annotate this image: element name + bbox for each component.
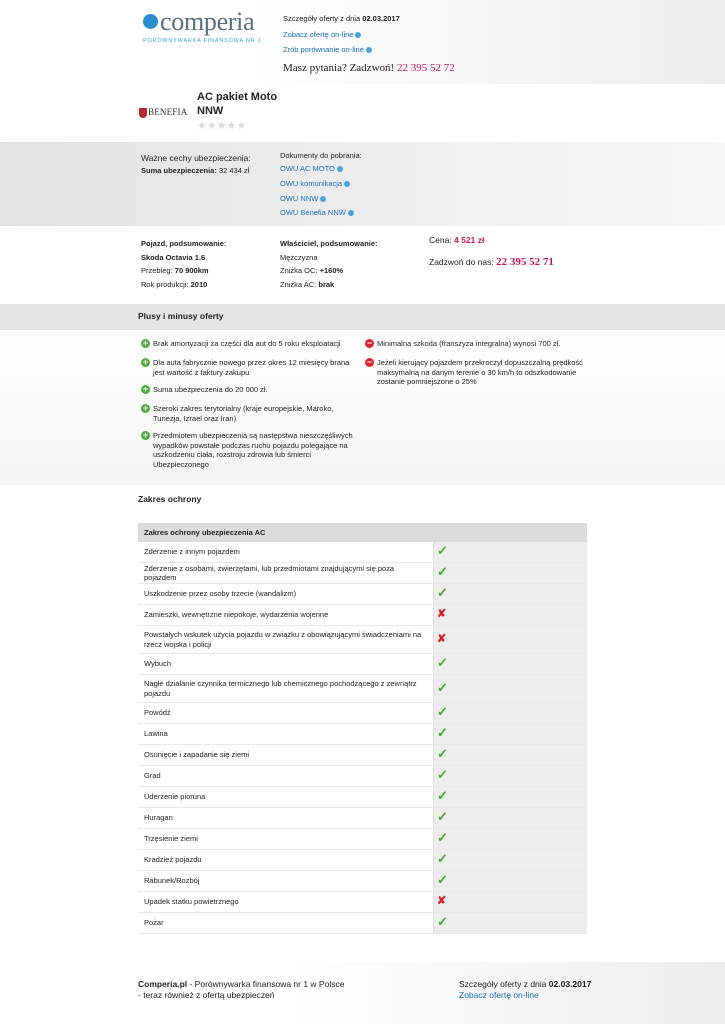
footer-line1-rest: - Porównywarka finansowa nr 1 w Polsce <box>187 979 345 989</box>
pro-text: Dla auta fabrycznie nowego przez okres 12 miesięcy brana jest wartość z faktury zakupu <box>153 358 350 377</box>
info-icon <box>337 166 343 172</box>
coverage-status <box>434 605 588 626</box>
coverage-row <box>138 850 587 871</box>
coverage-label: Grad <box>138 766 434 787</box>
coverage-row <box>138 542 587 563</box>
coverage-status <box>434 787 588 808</box>
coverage-row <box>138 766 587 787</box>
coverage-status <box>434 542 588 563</box>
coverage-status <box>434 829 588 850</box>
pro-item <box>141 358 363 377</box>
oc-label: Zniżka OC: <box>280 266 318 275</box>
check-icon: ✓ <box>437 767 448 783</box>
cross-icon: ✘ <box>437 895 447 908</box>
coverage-label: Kradzież pojazdu <box>138 850 434 871</box>
coverage-label: Lawina <box>138 724 434 745</box>
info-icon <box>355 32 361 38</box>
coverage-label: Wybuch <box>138 654 434 675</box>
coverage-row <box>138 829 587 850</box>
coverage-status <box>434 808 588 829</box>
coverage-row <box>138 787 587 808</box>
con-text: Minimalna szkoda (franszyza integralna) wynosi 700 zł. <box>377 339 561 348</box>
coverage-table-body <box>138 542 587 934</box>
pro-item <box>141 404 363 423</box>
pro-item <box>141 385 363 395</box>
check-icon: ✓ <box>437 746 448 762</box>
doc-link-row[interactable] <box>280 164 343 173</box>
coverage-row <box>138 724 587 745</box>
coverage-label: Powódź <box>138 703 434 724</box>
coverage-label: Zderzenie z osobami, zwierzętami, lub przedmiotami znajdującymi się poza pojazdem <box>138 563 434 584</box>
year-label: Rok produkcji: <box>141 279 189 289</box>
check-icon: ✓ <box>437 830 448 846</box>
pro-item <box>141 339 363 349</box>
check-icon: ✓ <box>437 914 448 930</box>
price-line <box>429 235 484 245</box>
year-value: 2010 <box>190 279 208 289</box>
info-icon <box>320 196 326 202</box>
docs-title: Dokumenty do pobrania: <box>280 151 362 160</box>
footer-brand: Comperia.pl <box>138 979 188 989</box>
plus-icon: + <box>142 430 149 440</box>
info-icon <box>348 210 354 216</box>
mileage-line <box>141 264 226 278</box>
doc-link-nnw[interactable]: OWU NNW <box>280 194 319 203</box>
logo-tagline: PORÓWNYWARKA FINANSOWA NR 1 <box>143 38 262 44</box>
coverage-row <box>138 871 587 892</box>
mileage-label: Przebieg: <box>141 266 173 275</box>
coverage-label: Huragan <box>138 808 434 829</box>
ac-value: brak <box>318 279 335 289</box>
plus-icon: + <box>142 338 149 348</box>
plus-icon: + <box>142 403 149 413</box>
offer-date-prefix: Szczegóły oferty z dnia <box>283 14 361 23</box>
pros-cons-header-bar <box>0 304 725 330</box>
cross-icon: ✘ <box>437 632 447 645</box>
doc-link-row[interactable] <box>280 179 350 188</box>
con-item <box>365 358 595 387</box>
coverage-row <box>138 584 587 605</box>
coverage-label: Trzęsienie ziemi <box>138 829 434 850</box>
doc-link-ac-moto[interactable]: OWU AC MOTO <box>280 164 335 173</box>
year-line <box>141 278 226 292</box>
price-label: Cena: <box>429 235 452 245</box>
call-phone: 22 395 52 71 <box>496 256 554 268</box>
coverage-label: Rabunek/Rozbój <box>138 871 434 892</box>
logo-text: comperia <box>160 7 255 36</box>
minus-icon: − <box>366 357 373 367</box>
con-text: Jeżeli kierujący pojazdem przekroczył dopuszczalną prędkość maksymalną na danym terenie o 30 km/h to odszkodowanie zostanie pomniejszone o 25% <box>377 358 583 386</box>
check-icon: ✓ <box>437 543 448 559</box>
coverage-row <box>138 913 587 934</box>
owner-summary <box>280 237 378 291</box>
info-icon <box>366 47 372 53</box>
offer-date: 02.03.2017 <box>362 14 400 23</box>
coverage-label: Uszkodzenie przez osoby trzecie (wandalizm) <box>138 584 434 605</box>
cross-icon: ✘ <box>437 608 447 621</box>
see-online-row[interactable] <box>283 30 361 39</box>
coverage-label: Osunięcie i zapadanie się ziemi <box>138 745 434 766</box>
footer-right <box>459 979 591 1001</box>
pro-text: Szeroki zakres terytorialny (kraje europejskie, Maroko, Tunezja, Izrael oraz Iran) <box>153 404 334 423</box>
call-label: Zadzwoń do nas: <box>429 257 494 267</box>
coverage-title: Zakres ochrony <box>138 494 202 504</box>
check-icon: ✓ <box>437 655 448 671</box>
doc-link-komunikacja[interactable]: OWU komunikacja <box>280 179 343 188</box>
coverage-status <box>434 766 588 787</box>
check-icon: ✓ <box>437 788 448 804</box>
see-online-link[interactable]: Zobacz ofertę on-line <box>283 30 354 39</box>
coverage-label: Pożar <box>138 913 434 934</box>
plus-icon: + <box>142 384 149 394</box>
footer-date: 02.03.2017 <box>548 979 592 989</box>
sum-value: 32 434 zł <box>218 166 250 175</box>
vehicle-summary <box>141 237 226 291</box>
coverage-row <box>138 563 587 584</box>
coverage-status <box>434 626 588 654</box>
price-value: 4 521 zł <box>454 235 485 245</box>
header-phone: 22 395 52 72 <box>396 62 455 74</box>
product-title-line2: NNW <box>197 105 224 117</box>
features-section <box>0 142 725 226</box>
check-icon: ✓ <box>437 585 448 601</box>
insurer-name: BENEFIA <box>148 107 188 117</box>
vehicle-model: Skoda Octavia 1.6 <box>141 252 206 262</box>
coverage-label: Nagłe działanie czynnika termicznego lub chemicznego pochodzącego z zewnątrz pojazdu <box>138 675 434 703</box>
coverage-label: Uderzenie pioruna <box>138 787 434 808</box>
minus-icon: − <box>366 338 373 348</box>
coverage-status <box>434 584 588 605</box>
call-line <box>429 256 554 268</box>
call-us-line <box>283 62 455 74</box>
coverage-row <box>138 808 587 829</box>
coverage-row <box>138 703 587 724</box>
question-text: Masz pytania? Zadzwoń! <box>283 62 395 74</box>
check-icon: ✓ <box>437 809 448 825</box>
coverage-label: Zamieszki, wewnętrzne niepokoje, wydarzenia wojenne <box>138 605 434 626</box>
plus-icon: + <box>142 357 149 367</box>
coverage-status <box>434 724 588 745</box>
owner-title: Właściciel, podsumowanie: <box>280 239 378 248</box>
coverage-row <box>138 654 587 675</box>
coverage-row <box>138 892 587 913</box>
pros-cons-title: Plusy i minusy oferty <box>138 311 224 321</box>
offer-date-line <box>283 14 400 23</box>
coverage-row <box>138 675 587 703</box>
coverage-row <box>138 745 587 766</box>
footer-line2: - teraz również z ofertą ubezpieczeń <box>138 990 275 1000</box>
coverage-label: Powstałych wskutek użycia pojazdu w związku z obowiązującymi świadczeniami na rzecz wojska i policji <box>138 626 434 654</box>
doc-link-benefia-nnw[interactable]: OWU Benefia NNW <box>280 208 346 217</box>
con-item <box>365 339 595 349</box>
oc-line <box>280 264 378 278</box>
check-icon: ✓ <box>437 704 448 720</box>
pro-text: Suma ubezpieczenia do 20 000 zł. <box>153 385 268 394</box>
coverage-label: Zderzenie z innym pojazdem <box>138 542 434 563</box>
doc-link-row[interactable] <box>280 208 354 217</box>
mileage-value: 70 900km <box>174 266 209 275</box>
doc-link-row[interactable] <box>280 194 326 203</box>
compare-online-row[interactable] <box>283 45 372 54</box>
pro-item <box>141 431 363 469</box>
check-icon: ✓ <box>437 679 448 695</box>
footer-date-prefix: Szczegóły oferty z dnia <box>459 979 547 989</box>
check-icon: ✓ <box>437 564 448 580</box>
footer-see-online-link[interactable]: Zobacz ofertę on-line <box>459 990 539 1000</box>
sum-label: Suma ubezpieczenia: <box>141 166 217 175</box>
comperia-logo-icon <box>143 14 158 29</box>
coverage-status <box>434 745 588 766</box>
product-title <box>197 90 277 118</box>
features-title: Ważne cechy ubezpieczenia: <box>141 153 251 163</box>
product-title-line1: AC pakiet Moto <box>197 91 278 103</box>
coverage-row <box>138 626 587 654</box>
pro-text: Brak amortyzacji za części dla aut do 5 roku eksploatacji <box>153 339 341 348</box>
vehicle-title: Pojazd, podsumowanie: <box>141 239 227 248</box>
coverage-label: Upadek statku powietrznego <box>138 892 434 913</box>
coverage-table-header-cell: Zakres ochrony ubezpieczenia AC <box>138 523 587 542</box>
ac-label: Zniżka AC: <box>280 279 317 289</box>
coverage-row <box>138 605 587 626</box>
coverage-status <box>434 913 588 934</box>
coverage-status <box>434 871 588 892</box>
coverage-status <box>434 892 588 913</box>
rating-stars: ★★★★★ <box>197 120 247 132</box>
benefia-logo-icon <box>139 108 147 118</box>
ac-line <box>280 278 378 292</box>
coverage-table <box>138 523 587 934</box>
coverage-status <box>434 675 588 703</box>
sum-line <box>141 166 249 175</box>
check-icon: ✓ <box>437 725 448 741</box>
coverage-status <box>434 654 588 675</box>
check-icon: ✓ <box>437 872 448 888</box>
coverage-status <box>434 850 588 871</box>
coverage-status <box>434 563 588 584</box>
oc-value: +160% <box>319 266 344 275</box>
check-icon: ✓ <box>437 851 448 867</box>
coverage-status <box>434 703 588 724</box>
footer-date-line <box>459 979 591 990</box>
compare-online-link[interactable]: Zrób porównanie on-line <box>283 45 364 54</box>
footer-left <box>138 979 344 1001</box>
owner-gender: Mężczyzna <box>280 252 318 262</box>
info-icon <box>344 181 350 187</box>
coverage-table-header <box>138 523 587 542</box>
footer-line1 <box>138 979 344 990</box>
footer-background <box>0 962 725 1024</box>
pro-text: Przedmiotem ubezpieczenia są następstwa nieszczęśliwych wypadków powstałe podczas ruchu pojazdu polegające na uszkodzeniu ciała, rozstroju zdrowia lub śmierci Ubezpieczonego <box>153 431 353 469</box>
